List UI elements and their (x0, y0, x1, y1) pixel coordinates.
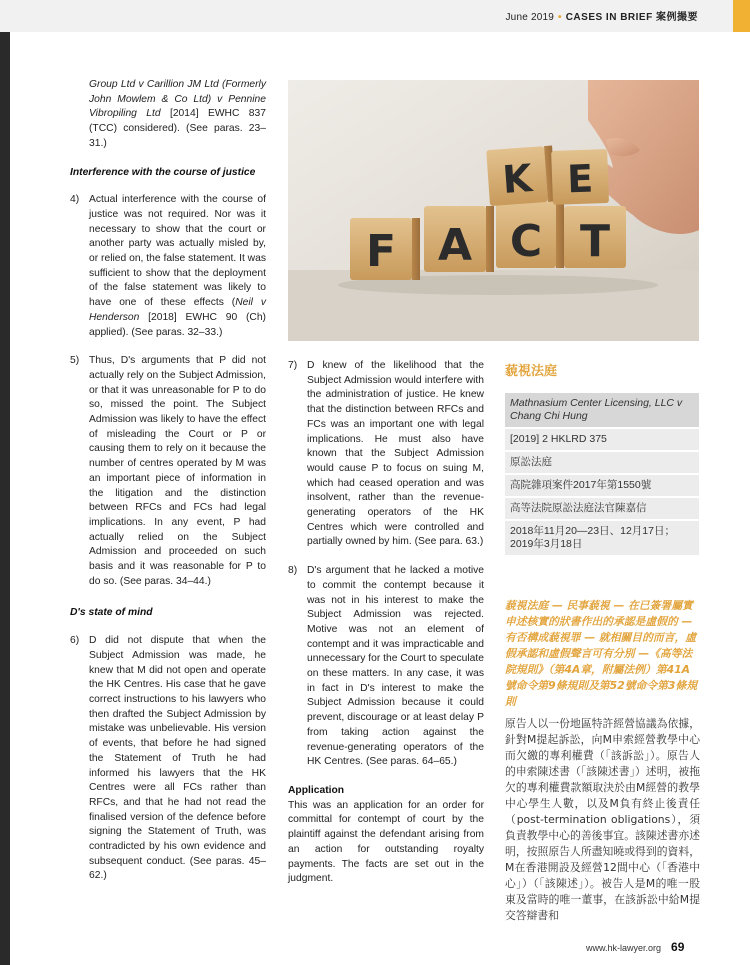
case-judge: 高等法院原訟法庭法官陳嘉信 (505, 496, 699, 519)
item-7-text: D knew of the likelihood that the Subject Admission would interfere with the administration of justice. He knew that the distinction between RFCs and FCs was an important one with legal implications. He must also have known that the Subject Admission would cause P to focus on suing M, which had ceased operation and was insolvent, rather than the revenue-generating operators of the HK Centres which were controlled and partially owned by him. (See para. 63.) (307, 360, 484, 548)
item-6 (70, 634, 266, 884)
item-8-text: D's argument that he lacked a motive to commit the contempt because it was not in his interest to make the Subject Admission was rejected. Motive was not an element of contempt and it was impracticable and unnecessary for the Court to speculate on these matters. In any case, it was in fact in D's interest to make the Subject Admission because it could prevent, discourage or at least delay P from taking action against the revenue-generating operators of the HK Centres. (See paras. 64–65.) (307, 565, 484, 768)
case-citation: [2019] 2 HKLRD 375 (505, 427, 699, 450)
page-footer (586, 940, 684, 954)
column-2 (288, 359, 484, 887)
item-8-number: 8) (288, 565, 298, 577)
case-name: Mathnasium Center Licensing, LLC v Chang Chi Hung (505, 393, 699, 427)
case-dates: 2018年11月20—23日、12月17日；2019年3月18日 (505, 519, 699, 555)
item-8 (288, 564, 484, 770)
heading-interference: Interference with the course of justice (70, 166, 256, 178)
header-separator: • (558, 12, 562, 23)
chinese-body-text: 原告人以一份地區特許經營協議為依據，針對M提起訴訟，向M申索經營教學中心而欠繳的專利權費（「該訴訟」）。原告人的申索陳述書（「該陳述書」）述明，被拖欠的專利權費款額取決於由M經營的教學中心學生人數，以及M負有終止後責任（post-termination obligations），須負責教學中心的善後事宜。該陳述書亦述明，按照原告人所盡知曉或得到的資料，M在香港開設及經營12間中心（「香港中心」）（「該陳述」）。被告人是M的唯一股東及當時的唯一董事，在該訴訟中給M提交答辯書和 (505, 717, 700, 922)
item-4 (70, 193, 266, 340)
item-7-number: 7) (288, 360, 298, 371)
tile-f: F (365, 226, 397, 277)
page-number: 69 (671, 940, 685, 954)
header-month: June 2019 (505, 12, 554, 23)
item-4-text-a: Actual interference with the course of justice was not required. Nor was it necessary to show that the court or another party was actually misled by, or relied on, the false statement. It was sufficient to show that the deployment of the false statement was likely to have one of these effects ( (89, 194, 266, 309)
tile-t: T (579, 216, 611, 267)
case-summary: 藐視法庭 — 民事藐視 — 在已簽署屬實申述核實的狀書作出的承認是虛假的 — 有否構成藐視罪 — 就相關目的而言，虛假承認和虛假聲言可有分別 —《高等法院規則》（第4A章，附屬法例）第41A號命令第9條規則及第52號命令第3條規則 (505, 599, 698, 708)
item-5 (70, 354, 266, 589)
item-4-text-b: [2018] EWHC 90 (Ch) applied). (See paras. 32–33.) (89, 311, 266, 338)
fake-fact-illustration (288, 80, 699, 341)
item-7 (288, 359, 484, 550)
item-6-number: 6) (70, 635, 80, 647)
case-info-box (505, 393, 699, 555)
case-action-number: 高院雜項案件2017年第1550號 (505, 473, 699, 496)
court-title: 藐視法庭 (505, 364, 558, 379)
footer-website: www.hk-lawyer.org (586, 943, 662, 953)
intro-citation: [2014] EWHC 837 (TCC) considered). (See paras. 23–31.) (89, 108, 266, 149)
column-1 (70, 78, 266, 884)
heading-state-of-mind: D's state of mind (70, 606, 153, 618)
tile-c: C (509, 216, 543, 267)
header-section: CASES IN BRIEF 案例撮要 (565, 12, 698, 23)
item-5-number: 5) (70, 355, 80, 367)
heading-application: Application (288, 784, 345, 796)
intro-paragraph (70, 78, 266, 152)
application-paragraph: This was an application for an order for committal for contempt of court by the plaintiff against the defendant arising from an action for outstanding royalty payments. The facts are set out in the judgment. (288, 799, 484, 885)
item-4-case: Neil v Henderson (89, 297, 266, 323)
running-header (505, 8, 698, 23)
tile-k: K (501, 156, 534, 203)
intro-case-name: Group Ltd v Carillion JM Ltd (Formerly John Mowlem & Co Ltd) v Pennine Vibropiling Ltd (89, 79, 266, 120)
item-5-text: Thus, D's arguments that P did not actually rely on the Subject Admission, or that it was unreasonable for P to do so, missed the point. The Subject Admission was likely to have the effect of misleading the Court or P or causing them to rely on it because the number of centres operated by M was an important piece of information in the litigation and the distinction between RFCs and FCs had legal implications. In any event, P had actually relied on the Subject Admission and proceeded on such basis and it was reasonable for P to do so. (See paras. 34–44.) (89, 355, 266, 587)
item-6-text: D did not dispute that when the Subject Admission was made, he knew that M did not open and operate the HK Centres. His case that he gave correct instructions to his lawyers who then drafted the Subject Admission by mistake was unbelievable. His version of events, that before he had signed the Statement of Truth he had informed his lawyers that the HK Centres were all FCs rather than RFCs, and that he had not read the finalised version of the defence before signing the Statement of Truth, was contradicted by his own evidence and subsequent conduct. (See paras. 45–62.) (89, 635, 266, 882)
tile-e: E (566, 156, 594, 202)
top-bar (0, 0, 750, 32)
case-court: 原訟法庭 (505, 450, 699, 473)
item-4-number: 4) (70, 194, 80, 206)
tile-a: A (437, 220, 473, 271)
fake-fact-photo (288, 80, 699, 341)
